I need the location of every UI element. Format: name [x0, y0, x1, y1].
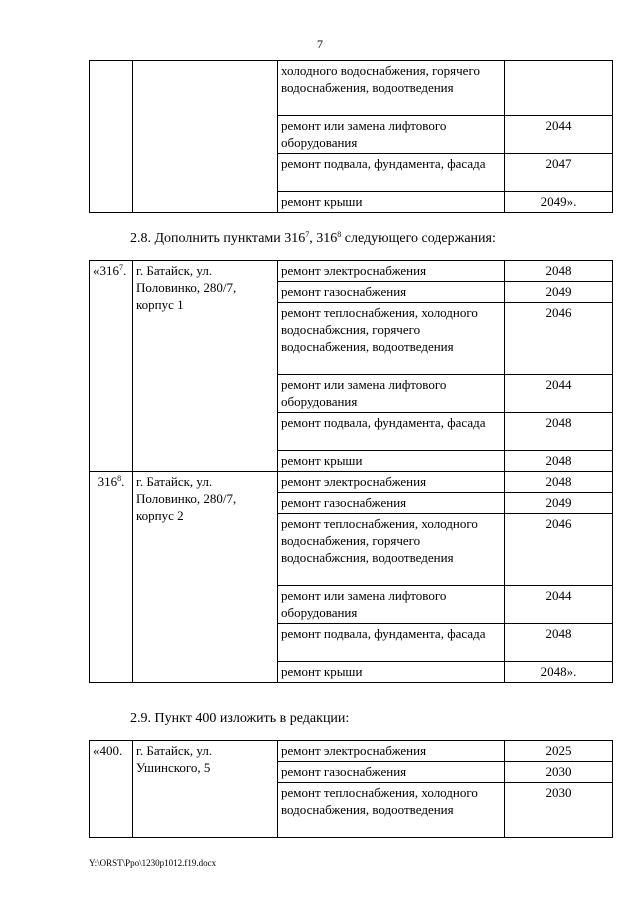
address-cell: г. Батайск, ул. Половинко, 280/7, корпус 2: [133, 472, 278, 683]
work-cell: ремонт или замена лифтового оборудования: [278, 116, 505, 154]
work-cell: ремонт крыши: [278, 192, 505, 213]
work-cell: ремонт подвала, фундамента, фасада: [278, 413, 505, 451]
year-cell: 2044: [505, 375, 613, 413]
work-cell: ремонт теплоснабжения, холодного водоснабжения, горячего водоснабжсния, водоотведения: [278, 514, 505, 586]
table-row: [90, 741, 613, 762]
year-cell: 2048: [505, 261, 613, 282]
year-cell: 2030: [505, 783, 613, 838]
number-cell: $316^8$.: [90, 472, 133, 683]
paragraph-2-8: 2.8. Дополнить пунктами $316^7$, $316^8$ следующего содержания:: [130, 230, 496, 246]
work-cell: ремонт или замена лифтового оборудования: [278, 586, 505, 624]
year-cell: 2048: [505, 413, 613, 451]
work-cell: ремонт электроснабжения: [278, 261, 505, 282]
work-cell: ремонт электроснабжения: [278, 741, 505, 762]
year-cell: 2049».: [505, 192, 613, 213]
year-cell: 2046: [505, 303, 613, 375]
work-cell: ремонт крыши: [278, 662, 505, 683]
work-cell: ремонт или замена лифтового оборудования: [278, 375, 505, 413]
table-addition: [89, 260, 613, 683]
table-continuation: [89, 60, 613, 213]
number-cell: «$316^7$.: [90, 261, 133, 472]
work-cell: ремонт теплоснабжения, холодного водоснабжения, водоотведения: [278, 783, 505, 838]
year-cell: [505, 61, 613, 116]
year-cell: 2048».: [505, 662, 613, 683]
year-cell: 2044: [505, 116, 613, 154]
work-cell: ремонт теплоснабжения, холодного водоснабжсния, горячего водоснабжения, водоотведения: [278, 303, 505, 375]
year-cell: 2046: [505, 514, 613, 586]
year-cell: 2025: [505, 741, 613, 762]
year-cell: 2044: [505, 586, 613, 624]
table-revision: [89, 740, 613, 838]
address-cell: г. Батайск, ул. Половинко, 280/7, корпус 1: [133, 261, 278, 472]
table-row: [90, 61, 613, 116]
file-path-footer: Y:\ORST\Ppo\1230p1012.f19.docx: [89, 858, 217, 868]
number-cell: [90, 61, 133, 213]
number-cell: «400.: [90, 741, 133, 838]
year-cell: 2049: [505, 493, 613, 514]
address-cell: г. Батайск, ул. Ушинского, 5: [133, 741, 278, 838]
paragraph-2-9: 2.9. Пункт 400 изложить в редакции:: [130, 711, 350, 726]
work-cell: ремонт электроснабжения: [278, 472, 505, 493]
year-cell: 2030: [505, 762, 613, 783]
year-cell: 2049: [505, 282, 613, 303]
work-cell: ремонт подвала, фундамента, фасада: [278, 624, 505, 662]
table-row: [90, 261, 613, 282]
year-cell: 2048: [505, 472, 613, 493]
work-cell: ремонт газоснабжения: [278, 493, 505, 514]
year-cell: 2048: [505, 451, 613, 472]
work-cell: ремонт крыши: [278, 451, 505, 472]
year-cell: 2048: [505, 624, 613, 662]
year-cell: 2047: [505, 154, 613, 192]
work-cell: ремонт газоснабжения: [278, 762, 505, 783]
address-cell: [133, 61, 278, 213]
table-row: [90, 472, 613, 493]
page-number: 7: [317, 37, 323, 51]
work-cell: ремонт газоснабжения: [278, 282, 505, 303]
work-cell: холодного водоснабжения, горячего водоснабжения, водоотведения: [278, 61, 505, 116]
work-cell: ремонт подвала, фундамента, фасада: [278, 154, 505, 192]
